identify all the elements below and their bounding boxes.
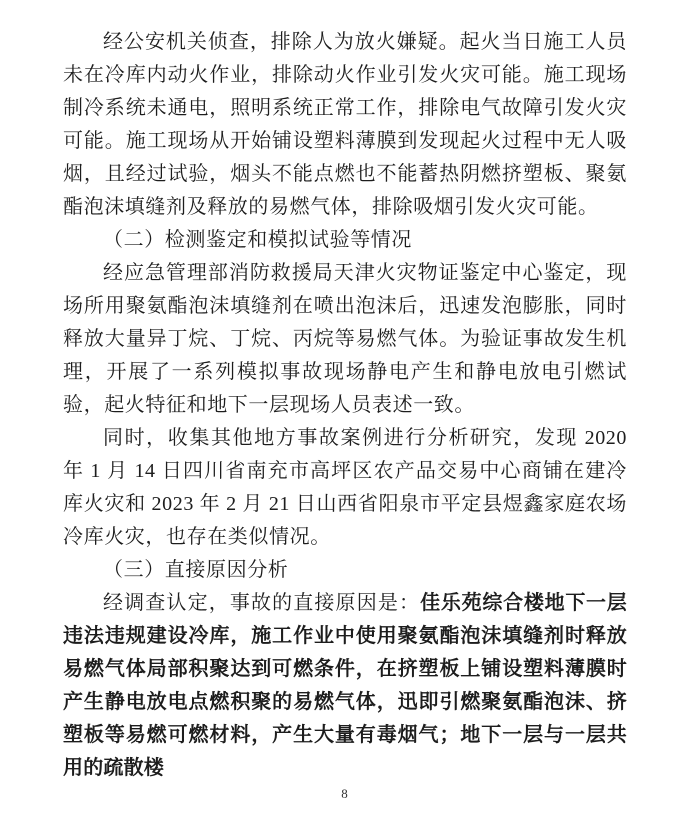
paragraph-testing-appraisal: 经应急管理部消防救援局天津火灾物证鉴定中心鉴定，现场所用聚氨酯泡沫填缝剂在喷出泡沫后，迅速发泡膨胀，同时释放大量异丁烷、丁烷、丙烷等易燃气体。为验证事故发生机理，开展了一系列模拟事故现场静电产生和静电放电引燃试验，起火特征和地下一层现场人员表述一致。	[63, 262, 627, 416]
direct-cause-emphasis: 佳乐苑综合楼地下一层违法违规建设冷库，施工作业中使用聚氨酯泡沫填缝剂时释放易燃气体局部积聚达到可燃条件，在挤塑板上铺设塑料薄膜时产生静电放电点燃积聚的易燃气体，迅即引燃聚氨酯泡沫、挤塑板等易燃可燃材料，产生大量有毒烟气；地下一层与一层共用的疏散楼	[63, 592, 627, 779]
section-heading-3: （三）直接原因分析	[103, 559, 289, 581]
page-number: 8	[341, 786, 348, 801]
paragraph-direct-cause	[63, 587, 627, 785]
paragraph-fire-investigation: 经公安机关侦查，排除人为放火嫌疑。起火当日施工人员未在冷库内动火作业，排除动火作业引发火灾可能。施工现场制冷系统未通电，照明系统正常工作，排除电气故障引发火灾可能。施工现场从开始铺设塑料薄膜到发现起火过程中无人吸烟，且经过试验，烟头不能点燃也不能蓄热阴燃挤塑板、聚氨酯泡沫填缝剂及释放的易燃气体，排除吸烟引发火灾可能。	[63, 31, 627, 218]
section-heading-2: （二）检测鉴定和模拟试验等情况	[103, 229, 412, 251]
paragraph-case-studies: 同时，收集其他地方事故案例进行分析研究，发现 2020 年 1 月 14 日四川省南充市高坪区农产品交易中心商铺在建冷库火灾和 2023 年 2 月 21 日山西省阳泉市平定县煜鑫家庭农场冷库火灾，也存在类似情况。	[63, 427, 627, 548]
direct-cause-lead: 经调查认定，事故的直接原因是：	[103, 592, 421, 614]
